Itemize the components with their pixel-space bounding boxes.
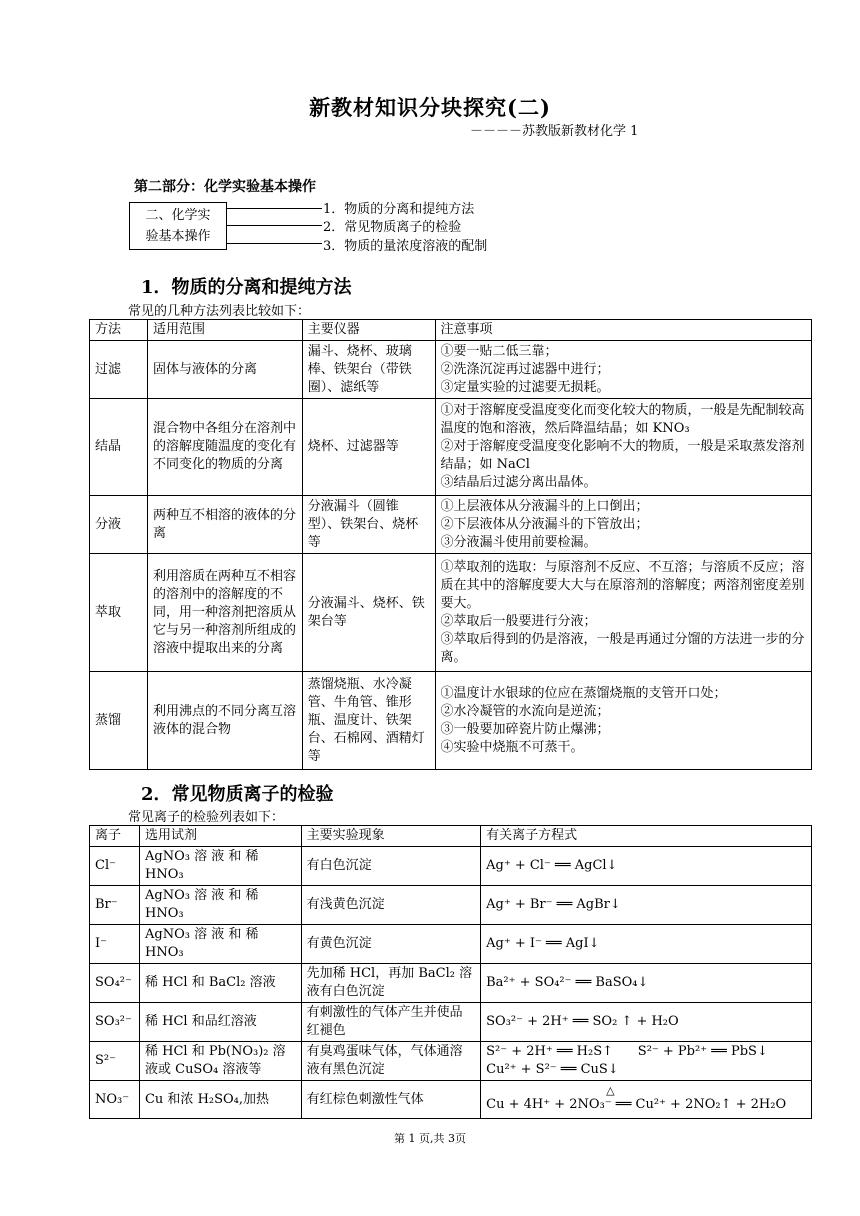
phenomenon-cell: 有白色沉淀 (301, 847, 481, 886)
table-row (90, 847, 812, 886)
ion-detection-table (89, 825, 812, 1119)
header-cell: 主要仪器 (302, 320, 435, 341)
section1-intro: 常见的几种方法列表比较如下： (128, 304, 311, 319)
section2-intro: 常见离子的检验列表如下： (128, 810, 285, 825)
equation-line: Cu + 4H⁺ + 2NO₃⁻ ══ Cu²⁺ + 2NO₂↑ + 2H₂O (486, 1097, 787, 1112)
phenomenon-cell: 有浅黄色沉淀 (301, 886, 481, 925)
method-cell: 结晶 (90, 399, 148, 496)
note-line: ②萃取后一般要进行分液； (440, 613, 597, 629)
equation-cell: SO₃²⁻ + 2H⁺ ══ SO₂ ↑ + H₂O (481, 1003, 812, 1042)
header-cell: 注意事项 (435, 320, 811, 341)
header-cell: 选用试剂 (139, 826, 301, 847)
phenomenon-cell: 先加稀 HCl，再加 BaCl₂ 溶液有白色沉淀 (301, 964, 481, 1003)
table-row (90, 964, 812, 1003)
scope-cell: 利用溶质在两种互不相容的溶剂中的溶解度的不同，用一种溶剂把溶质从它与另一种溶剂所组成的溶液中提取出来的分离 (147, 554, 302, 672)
equation-cell: Ag⁺ + I⁻ ══ AgI↓ (481, 925, 812, 964)
part-title: 第二部分：化学实验基本操作 (134, 179, 316, 195)
table-row (90, 1003, 812, 1042)
ion-cell: SO₄²⁻ (90, 964, 140, 1003)
notes-cell (435, 554, 811, 672)
apparatus-cell: 分液漏斗、烧杯、铁架台等 (302, 554, 435, 672)
note-line: ③一般要加碎瓷片防止爆沸； (440, 721, 610, 737)
phenomenon-cell: 有红棕色刺激性气体 (301, 1081, 481, 1119)
note-line: ①要一贴二低三靠； (440, 343, 558, 359)
scope-cell: 混合物中各组分在溶剂中的溶解度随温度的变化有不同变化的物质的分离 (147, 399, 302, 496)
header-cell: 离子 (90, 826, 140, 847)
table-row (90, 1042, 812, 1081)
note-line: ①对于溶解度受温度变化而变化较大的物质，一般是先配制较高温度的饱和溶液，然后降温结晶；如 KNO₃ (440, 403, 805, 436)
note-line: ②对于溶解度受温度变化影响不大的物质，一般是采取蒸发溶剂结晶；如 NaCl (440, 439, 805, 472)
table-row (90, 341, 812, 399)
header-cell: 方法 (90, 320, 148, 341)
table-row (90, 1081, 812, 1119)
table-header-row (90, 826, 812, 847)
note-line: ③萃取后得到的仍是溶液，一般是再通过分馏的方法进一步的分离。 (440, 631, 805, 665)
diagram-item: 1．物质的分离和提纯方法 (323, 202, 475, 217)
method-cell: 蒸馏 (90, 672, 148, 770)
phenomenon-cell: 有黄色沉淀 (301, 925, 481, 964)
heat-condition-symbol: △ (606, 1084, 615, 1097)
method-cell: 萃取 (90, 554, 148, 672)
diagram-connector (227, 243, 322, 244)
note-line: ②水冷凝管的水流向是逆流； (440, 703, 610, 719)
ion-cell: S²⁻ (90, 1042, 140, 1081)
note-line: ④实验中烧瓶不可蒸干。 (440, 739, 584, 755)
ion-cell: Cl⁻ (90, 847, 140, 886)
section1-heading: 1．物质的分离和提纯方法 (141, 277, 352, 298)
diagram-connector (227, 225, 322, 226)
notes-cell (435, 399, 811, 496)
reagent-cell: 稀 HCl 和 Pb(NO₃)₂ 溶液或 CuSO₄ 溶液等 (139, 1042, 301, 1081)
table-row (90, 886, 812, 925)
scope-cell: 固体与液体的分离 (147, 341, 302, 399)
equation-line: S²⁻ + 2H⁺ ══ H₂S↑ S²⁻ + Pb²⁺ ══ PbS↓ (486, 1044, 768, 1059)
table-row (90, 496, 812, 554)
document-title: 新教材知识分块探究(二) (309, 95, 551, 120)
note-line: ③结晶后过滤分离出晶体。 (440, 475, 597, 490)
apparatus-cell: 漏斗、烧杯、玻璃棒、铁架台（带铁圈）、滤纸等 (302, 341, 435, 399)
diagram-item: 2．常见物质离子的检验 (323, 220, 462, 235)
scope-cell: 两种互不相溶的液体的分离 (147, 496, 302, 554)
equation-cell: Ba²⁺ + SO₄²⁻ ══ BaSO₄↓ (481, 964, 812, 1003)
apparatus-cell: 烧杯、过滤器等 (302, 399, 435, 496)
note-line: ①上层液体从分液漏斗的上口倒出； (440, 498, 649, 514)
separation-methods-table (89, 319, 812, 770)
note-line: ①萃取剂的选取：与原溶剂不反应、不互溶；与溶质不反应；溶质在其中的溶解度要大大与在原溶剂的溶解度；两溶剂密度差别要大。 (440, 559, 805, 611)
reagent-cell: AgNO₃ 溶 液 和 稀 HNO₃ (139, 847, 301, 886)
ion-cell: Br⁻ (90, 886, 140, 925)
equation-cell (481, 1042, 812, 1081)
phenomenon-cell: 有臭鸡蛋味气体，气体通溶液有黑色沉淀 (301, 1042, 481, 1081)
ion-cell: I⁻ (90, 925, 140, 964)
apparatus-cell: 分液漏斗（圆锥型）、铁架台、烧杯等 (302, 496, 435, 554)
table-header-row (90, 320, 812, 341)
page-footer: 第 1 页,共 3页 (394, 1132, 466, 1145)
scope-cell: 利用沸点的不同分离互溶液体的混合物 (147, 672, 302, 770)
header-cell: 适用范围 (147, 320, 302, 341)
diagram-box-label-2: 验基本操作 (145, 229, 211, 244)
reagent-cell: AgNO₃ 溶 液 和 稀 HNO₃ (139, 925, 301, 964)
table-row (90, 399, 812, 496)
header-cell: 主要实验现象 (301, 826, 481, 847)
note-line: ②下层液体从分液漏斗的下管放出； (440, 516, 649, 532)
equation-cell (481, 1081, 812, 1119)
reagent-cell: AgNO₃ 溶 液 和 稀 HNO₃ (139, 886, 301, 925)
equation-line: Cu²⁺ + S²⁻ ══ CuS↓ (486, 1062, 619, 1077)
method-cell: 过滤 (90, 341, 148, 399)
reagent-cell: 稀 HCl 和品红溶液 (139, 1003, 301, 1042)
note-line: ③定量实验的过滤要无损耗。 (440, 379, 610, 395)
method-cell: 分液 (90, 496, 148, 554)
note-line: ③分液漏斗使用前要检漏。 (440, 534, 597, 550)
equation-cell: Ag⁺ + Cl⁻ ══ AgCl↓ (481, 847, 812, 886)
table-row (90, 672, 812, 770)
diagram-connector (227, 208, 322, 209)
reagent-cell: Cu 和浓 H₂SO₄,加热 (139, 1081, 301, 1119)
diagram-item: 3．物质的量浓度溶液的配制 (323, 239, 488, 254)
phenomenon-cell: 有刺激性的气体产生并使品红褪色 (301, 1003, 481, 1042)
note-line: ②洗涤沉淀再过滤器中进行； (440, 361, 610, 377)
section2-heading: 2．常见物质离子的检验 (141, 784, 334, 805)
diagram-box (129, 202, 227, 250)
equation-cell: Ag⁺ + Br⁻ ══ AgBr↓ (481, 886, 812, 925)
reagent-cell: 稀 HCl 和 BaCl₂ 溶液 (139, 964, 301, 1003)
notes-cell (435, 672, 811, 770)
document-subtitle: －－－－苏教版新教材化学 1 (470, 124, 639, 139)
table-row (90, 554, 812, 672)
ion-cell: NO₃⁻ (90, 1081, 140, 1119)
note-line: ①温度计水银球的位应在蒸馏烧瓶的支管开口处； (440, 685, 727, 701)
notes-cell (435, 496, 811, 554)
diagram-box-label-1: 二、化学实 (145, 208, 211, 223)
notes-cell (435, 341, 811, 399)
ion-cell: SO₃²⁻ (90, 1003, 140, 1042)
table-row (90, 925, 812, 964)
header-cell: 有关离子方程式 (481, 826, 812, 847)
apparatus-cell: 蒸馏烧瓶、水冷凝管、牛角管、锥形瓶、温度计、铁架台、石棉网、酒精灯等 (302, 672, 435, 770)
